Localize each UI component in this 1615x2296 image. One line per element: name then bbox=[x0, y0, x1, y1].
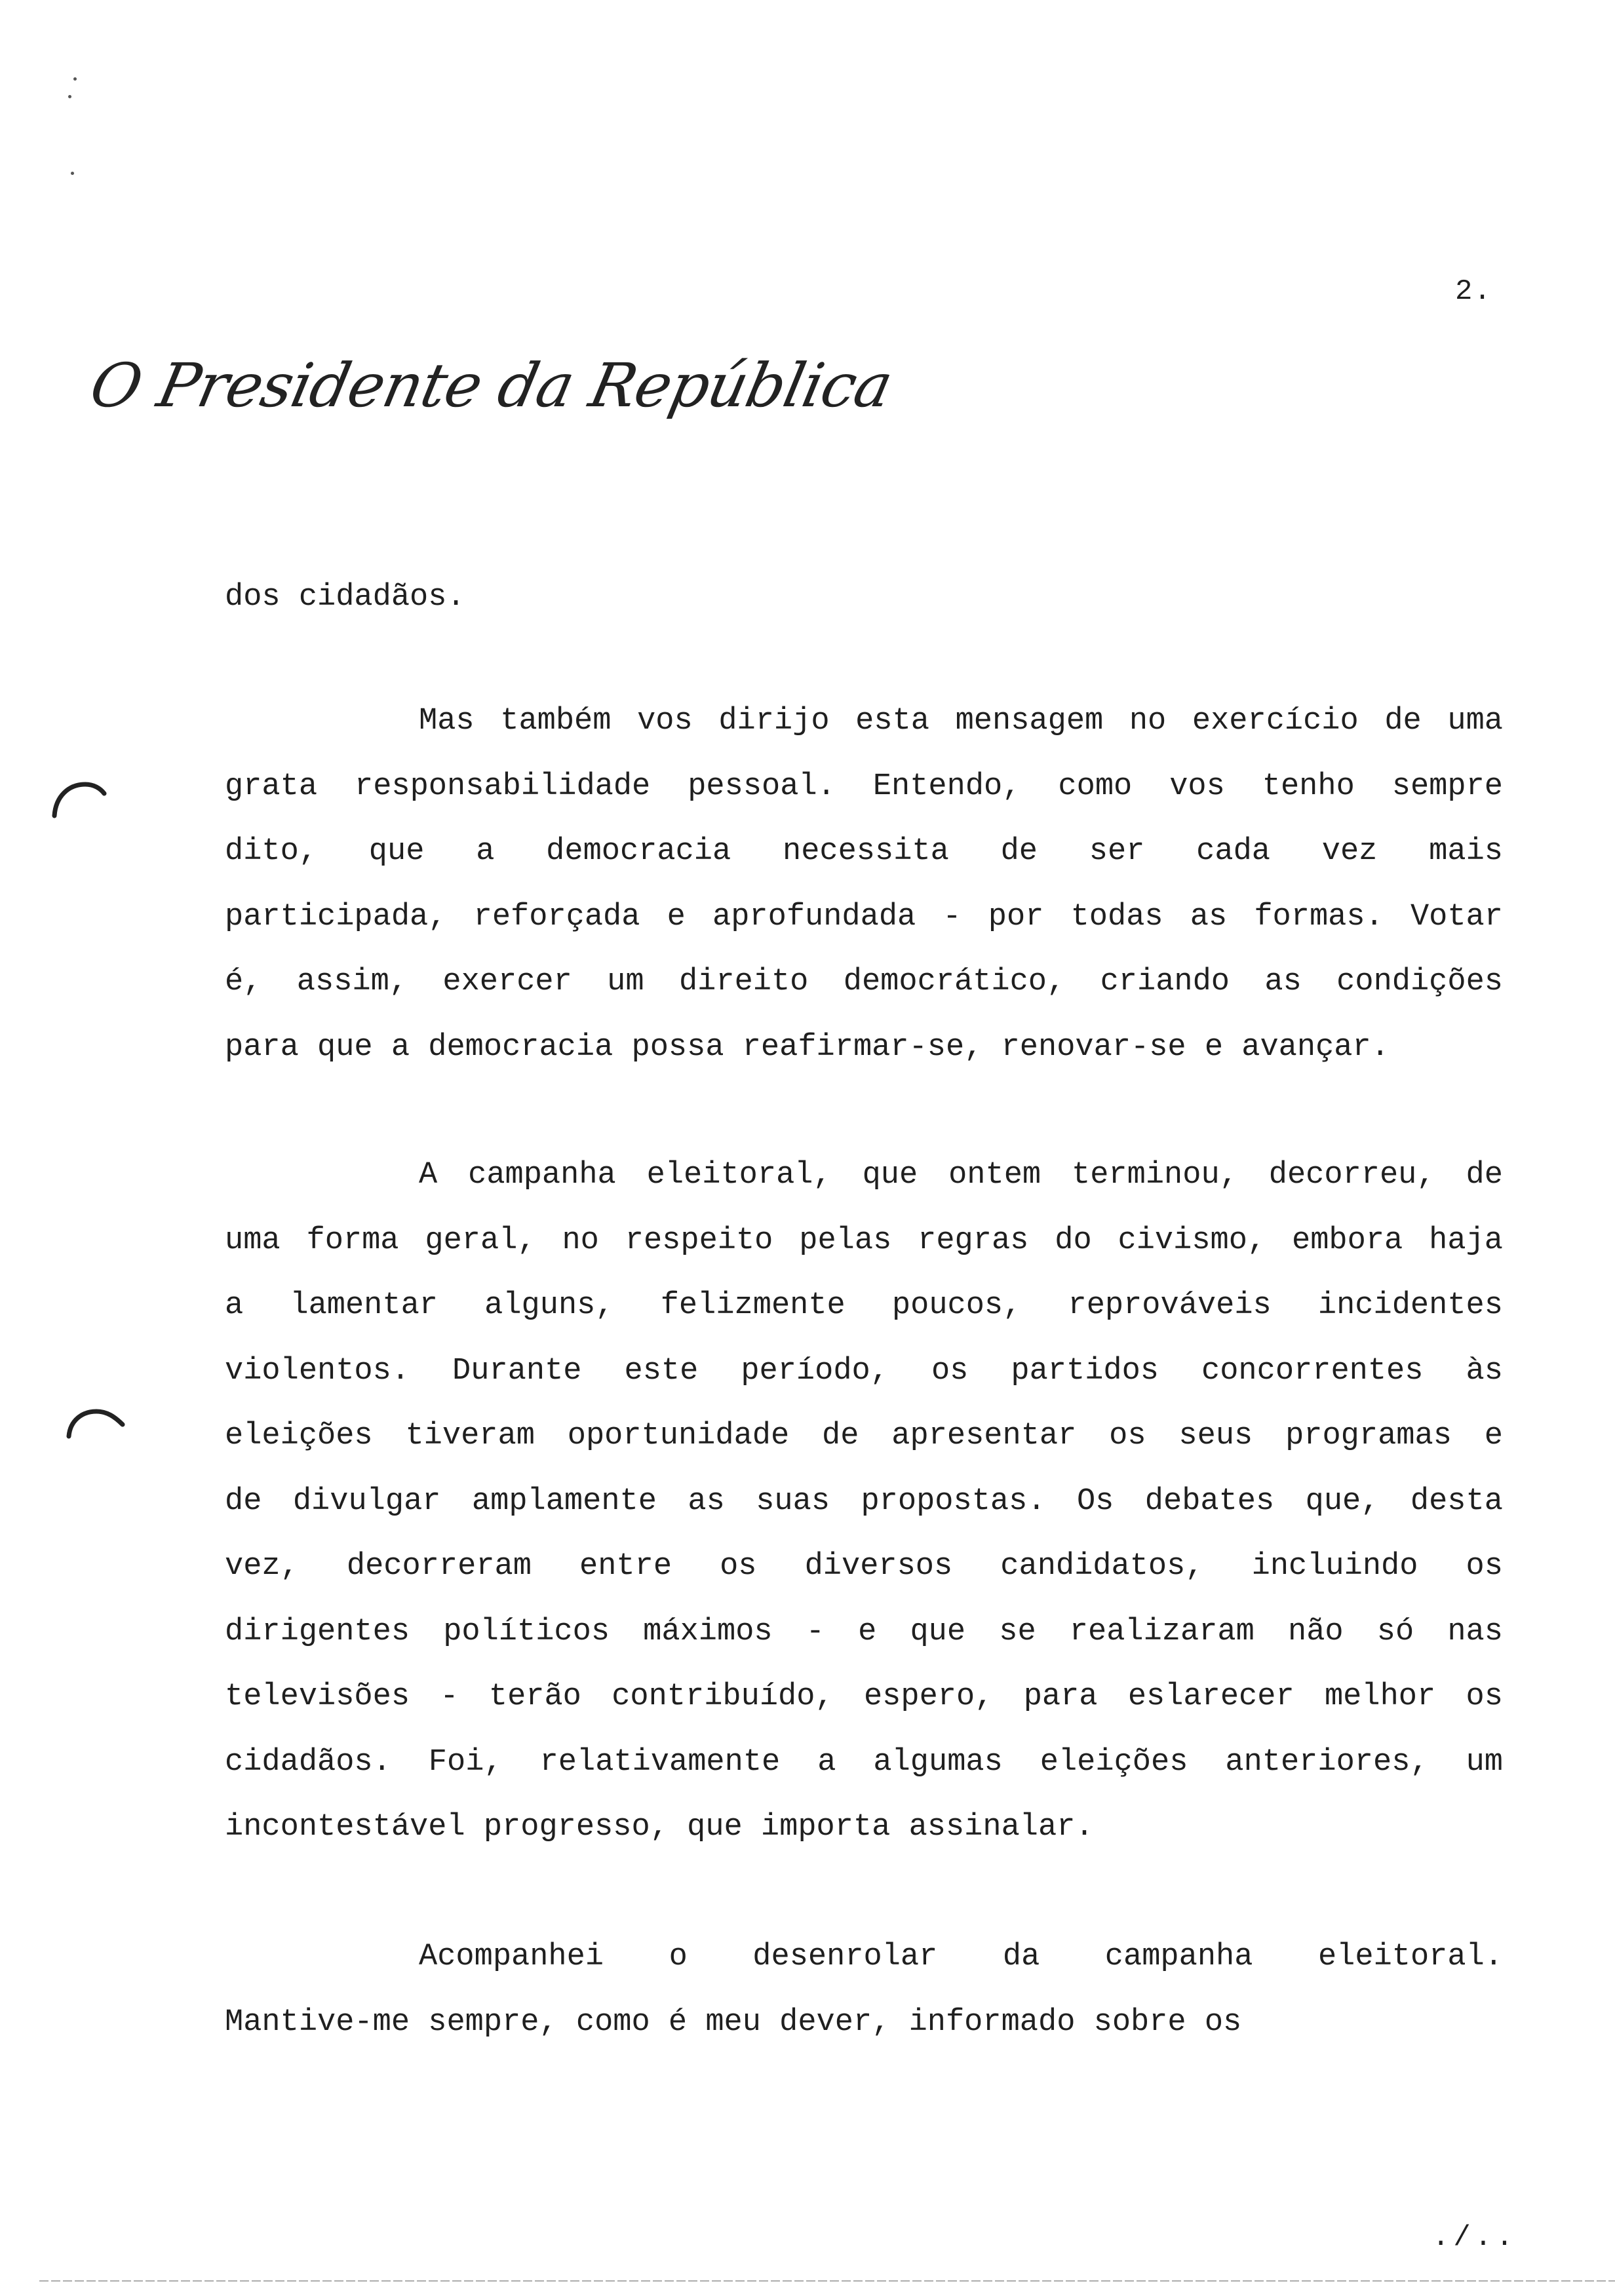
word: e bbox=[1484, 1419, 1503, 1453]
continuation-mark: ./.. bbox=[1432, 2221, 1517, 2254]
word: pelas bbox=[799, 1223, 892, 1258]
word: alguns, bbox=[484, 1288, 614, 1323]
word: período, bbox=[741, 1353, 889, 1388]
word: e bbox=[667, 899, 686, 934]
word: campanha bbox=[468, 1158, 616, 1193]
word: as bbox=[1264, 965, 1302, 999]
word: amplamente bbox=[471, 1483, 657, 1519]
word: eleições bbox=[1040, 1744, 1188, 1780]
word: ser bbox=[1089, 834, 1145, 869]
word: anteriores, bbox=[1225, 1744, 1429, 1780]
word: o bbox=[669, 1940, 688, 1974]
word: e bbox=[858, 1614, 877, 1649]
scan-edge-rule bbox=[39, 2280, 1615, 2282]
word: os bbox=[1466, 1549, 1503, 1584]
word: apresentar bbox=[891, 1419, 1077, 1453]
text-line bbox=[225, 1534, 1503, 1599]
word: vos bbox=[1169, 769, 1225, 804]
word: que, bbox=[1305, 1483, 1380, 1519]
word: - bbox=[943, 899, 962, 934]
word: a bbox=[225, 1288, 244, 1323]
paragraph-followed-campaign bbox=[225, 1924, 1503, 2055]
word: eleições bbox=[225, 1419, 373, 1453]
word: os bbox=[1109, 1419, 1146, 1453]
word: programas bbox=[1285, 1419, 1452, 1453]
word: candidatos, bbox=[1000, 1549, 1204, 1584]
word: uma bbox=[1447, 704, 1503, 738]
word: um bbox=[607, 965, 644, 999]
word: os bbox=[1466, 1679, 1503, 1714]
word: exercício bbox=[1192, 704, 1359, 738]
word: - bbox=[440, 1679, 459, 1714]
text-line: para que a democracia possa reafirmar-se, renovar-se e avançar. bbox=[225, 1029, 1390, 1065]
word: debates bbox=[1144, 1483, 1275, 1519]
word: vez, bbox=[225, 1549, 299, 1584]
word: relativamente bbox=[539, 1744, 781, 1780]
word: campanha bbox=[1104, 1940, 1253, 1974]
text-line bbox=[225, 1273, 1503, 1339]
word: tenho bbox=[1262, 769, 1355, 804]
word: tiveram bbox=[405, 1419, 535, 1453]
word: vos bbox=[637, 704, 693, 738]
word: Votar bbox=[1410, 899, 1503, 934]
word: lamentar bbox=[290, 1288, 438, 1323]
word: democrático, bbox=[843, 965, 1066, 999]
text-line bbox=[225, 1339, 1503, 1404]
word: aprofundada bbox=[712, 899, 916, 934]
word: como bbox=[1058, 769, 1133, 804]
word: dirigentes bbox=[225, 1614, 410, 1649]
word: entre bbox=[579, 1549, 672, 1584]
word: responsabilidade bbox=[354, 769, 651, 804]
text-line bbox=[225, 885, 1503, 950]
word: dito, bbox=[225, 834, 318, 869]
word: mais bbox=[1429, 834, 1503, 869]
text-line bbox=[225, 1924, 1503, 1990]
word: que bbox=[862, 1158, 918, 1193]
word: as bbox=[688, 1483, 725, 1519]
word: geral, bbox=[425, 1223, 536, 1258]
word: a bbox=[817, 1744, 836, 1780]
margin-mark-icon bbox=[49, 776, 108, 822]
word: dirijo bbox=[718, 704, 830, 738]
word: máximos bbox=[643, 1614, 773, 1649]
word: partidos bbox=[1011, 1353, 1159, 1388]
word: Mas bbox=[419, 704, 475, 738]
word: esta bbox=[855, 704, 929, 738]
word: necessita bbox=[782, 834, 949, 869]
word: pessoal. bbox=[688, 769, 836, 804]
word: um bbox=[1466, 1744, 1503, 1780]
word: Entendo, bbox=[872, 769, 1021, 804]
text-line bbox=[225, 1143, 1503, 1208]
word: A bbox=[419, 1158, 438, 1193]
word: algumas bbox=[873, 1744, 1003, 1780]
text-line bbox=[225, 1730, 1503, 1795]
word: cada bbox=[1196, 834, 1270, 869]
word: para bbox=[1023, 1679, 1098, 1714]
word: cidadãos. bbox=[225, 1744, 391, 1780]
word: - bbox=[806, 1614, 825, 1649]
text-line bbox=[225, 1469, 1503, 1535]
word: criando bbox=[1100, 965, 1230, 999]
word: formas. bbox=[1254, 899, 1384, 934]
word: se bbox=[999, 1614, 1036, 1649]
word: poucos, bbox=[891, 1288, 1022, 1323]
scan-speck bbox=[68, 95, 71, 98]
word: embora bbox=[1292, 1223, 1403, 1258]
page-number: 2. bbox=[1455, 275, 1492, 308]
word: suas bbox=[756, 1483, 830, 1519]
word: violentos. bbox=[225, 1353, 410, 1388]
word: que bbox=[368, 834, 425, 869]
word: de bbox=[1384, 704, 1422, 738]
word: também bbox=[500, 704, 612, 738]
word: da bbox=[1002, 1940, 1040, 1974]
word: reprováveis bbox=[1068, 1288, 1272, 1323]
word: concorrentes bbox=[1201, 1353, 1424, 1388]
word: políticos bbox=[443, 1614, 610, 1649]
word: por bbox=[988, 899, 1044, 934]
word: desta bbox=[1410, 1483, 1503, 1519]
word: do bbox=[1055, 1223, 1092, 1258]
word: eleitoral. bbox=[1317, 1940, 1503, 1974]
word: propostas. bbox=[861, 1483, 1046, 1519]
word: desenrolar bbox=[752, 1940, 938, 1974]
word: de bbox=[225, 1483, 262, 1519]
word: de bbox=[1000, 834, 1038, 869]
word: é, bbox=[225, 965, 262, 999]
word: civismo, bbox=[1118, 1223, 1266, 1258]
word: Os bbox=[1076, 1483, 1114, 1519]
word: respeito bbox=[625, 1223, 773, 1258]
word: decorreram bbox=[346, 1549, 532, 1584]
word: este bbox=[624, 1353, 699, 1388]
word: divulgar bbox=[292, 1483, 441, 1519]
word: grata bbox=[225, 769, 318, 804]
scan-speck bbox=[73, 77, 77, 81]
word: reforçada bbox=[473, 899, 640, 934]
word: os bbox=[720, 1549, 757, 1584]
word: diversos bbox=[804, 1549, 953, 1584]
word: só bbox=[1376, 1614, 1414, 1649]
text-line bbox=[225, 949, 1503, 1015]
word: uma bbox=[225, 1223, 281, 1258]
word: forma bbox=[306, 1223, 399, 1258]
text-line bbox=[225, 689, 1503, 754]
word: as bbox=[1190, 899, 1228, 934]
word: exercer bbox=[442, 965, 572, 999]
word: não bbox=[1287, 1614, 1344, 1649]
word: vez bbox=[1321, 834, 1378, 869]
word: eleitoral, bbox=[646, 1158, 832, 1193]
word: incluindo bbox=[1251, 1549, 1418, 1584]
text-line bbox=[225, 1208, 1503, 1274]
text-line bbox=[225, 1664, 1503, 1730]
word: terão bbox=[488, 1679, 581, 1714]
word: os bbox=[931, 1353, 969, 1388]
letterhead: O Presidente da República bbox=[84, 351, 899, 421]
word: eslarecer bbox=[1127, 1679, 1294, 1714]
word: de bbox=[822, 1419, 859, 1453]
word: direito bbox=[678, 965, 809, 999]
word: Durante bbox=[452, 1353, 582, 1388]
word: participada, bbox=[225, 899, 447, 934]
scan-speck bbox=[71, 172, 74, 175]
word: no bbox=[1129, 704, 1167, 738]
word: no bbox=[562, 1223, 599, 1258]
word: terminou, bbox=[1072, 1158, 1238, 1193]
word: espero, bbox=[863, 1679, 994, 1714]
text-line bbox=[225, 1599, 1503, 1665]
word: que bbox=[910, 1614, 966, 1649]
word: nas bbox=[1447, 1614, 1503, 1649]
paragraph-campaign bbox=[225, 1143, 1503, 1860]
word: a bbox=[476, 834, 495, 869]
text-line bbox=[225, 754, 1503, 820]
text-line: dos cidadãos. bbox=[225, 580, 465, 615]
word: assim, bbox=[296, 965, 408, 999]
word: haja bbox=[1429, 1223, 1503, 1258]
word: televisões bbox=[225, 1679, 410, 1714]
word: melhor bbox=[1324, 1679, 1436, 1714]
word: às bbox=[1466, 1353, 1503, 1388]
word: felizmente bbox=[660, 1288, 846, 1323]
word: todas bbox=[1070, 899, 1163, 934]
word: sempre bbox=[1391, 769, 1503, 804]
word: Foi, bbox=[428, 1744, 503, 1780]
word: realizaram bbox=[1069, 1614, 1255, 1649]
word: seus bbox=[1178, 1419, 1253, 1453]
word: regras bbox=[918, 1223, 1029, 1258]
margin-mark-icon bbox=[62, 1402, 134, 1442]
word: mensagem bbox=[955, 704, 1104, 738]
word: ontem bbox=[948, 1158, 1041, 1193]
paragraph-responsibility bbox=[225, 689, 1503, 1080]
word: incidentes bbox=[1317, 1288, 1503, 1323]
word: condições bbox=[1336, 965, 1503, 999]
word: Acompanhei bbox=[419, 1940, 604, 1974]
word: democracia bbox=[546, 834, 731, 869]
text-line: Mantive-me sempre, como é meu dever, informado sobre os bbox=[225, 2004, 1242, 2040]
word: contribuído, bbox=[612, 1679, 834, 1714]
text-line bbox=[225, 819, 1503, 885]
paragraph-closing-fragment bbox=[225, 565, 1503, 630]
word: oportunidade bbox=[567, 1419, 790, 1453]
word: de bbox=[1466, 1158, 1503, 1193]
word: decorreu, bbox=[1268, 1158, 1435, 1193]
text-line: incontestável progresso, que importa assinalar. bbox=[225, 1810, 1094, 1845]
text-line bbox=[225, 1404, 1503, 1469]
